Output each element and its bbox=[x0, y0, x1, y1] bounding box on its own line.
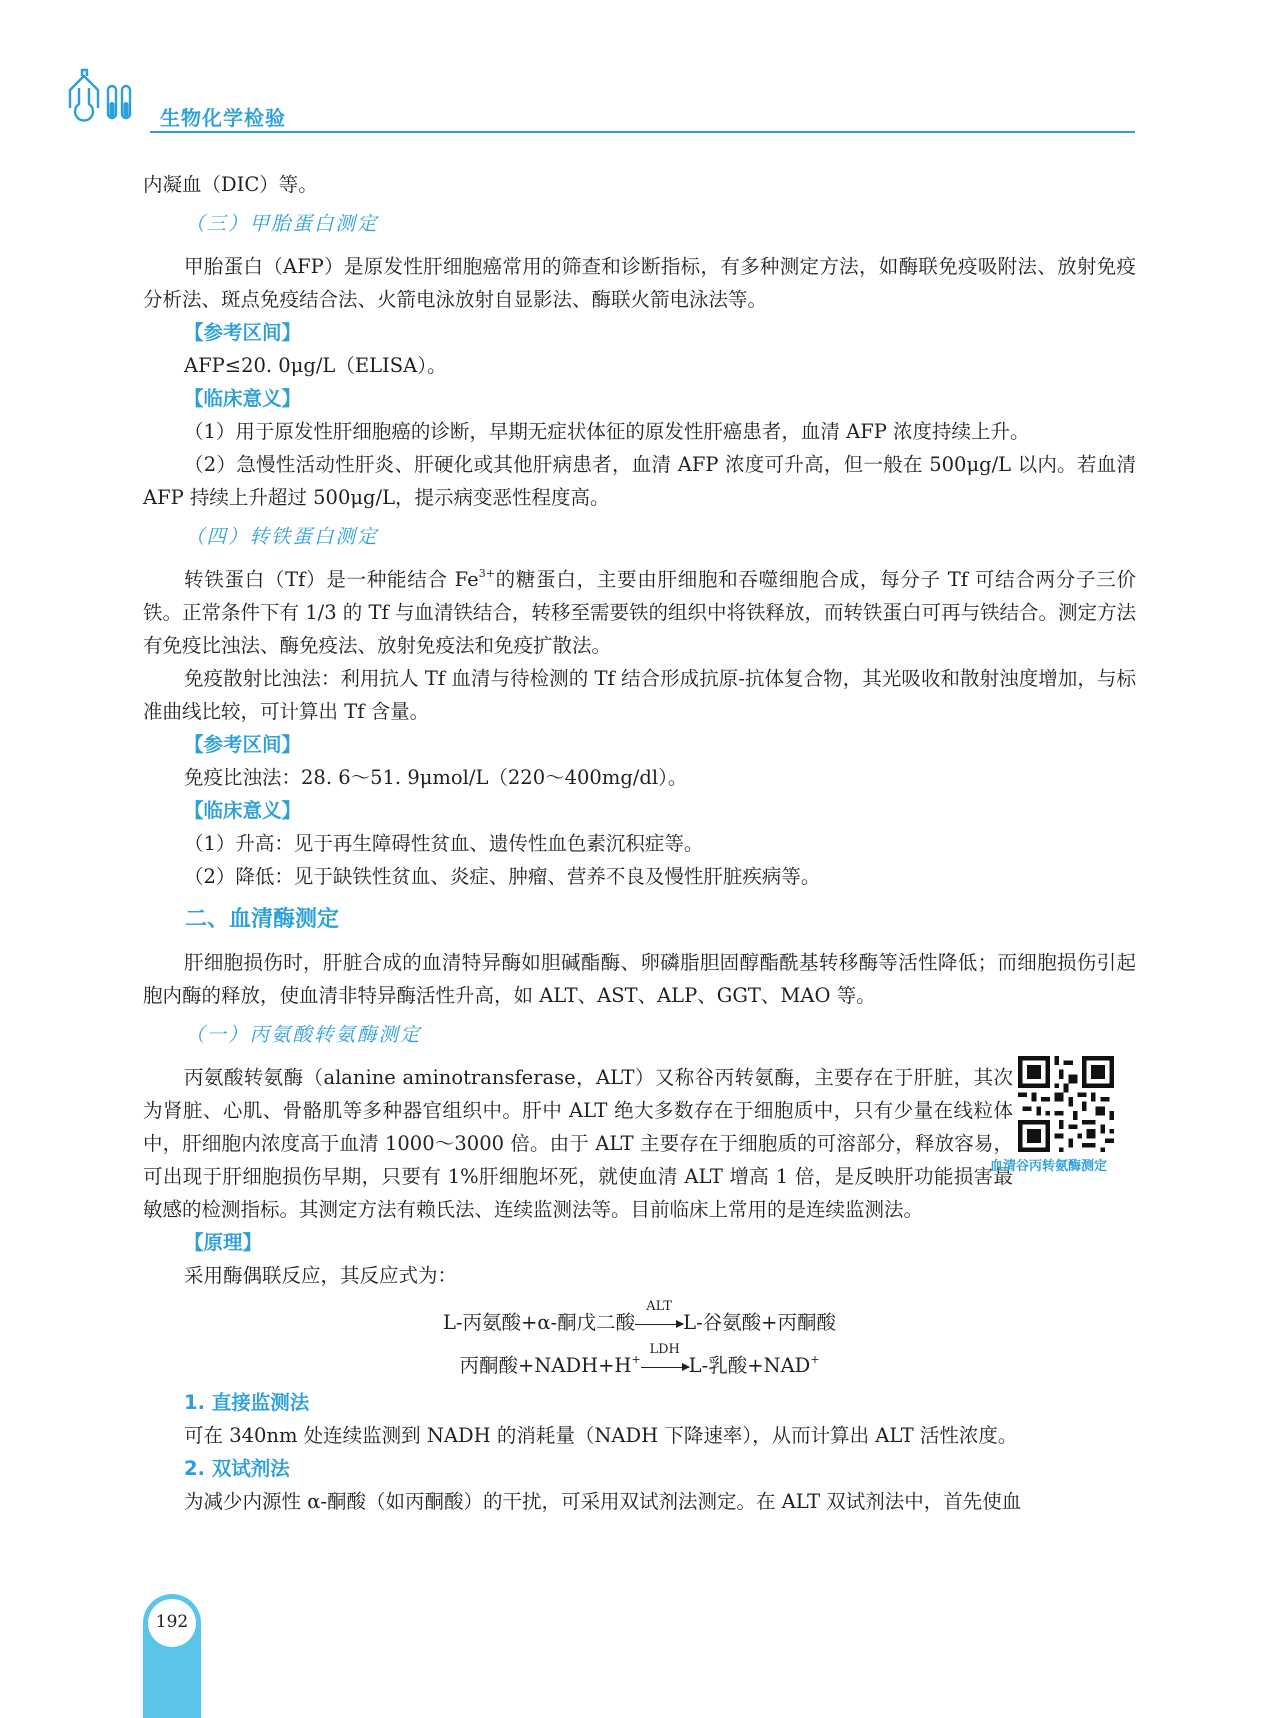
reaction-equation-2 bbox=[143, 1342, 1136, 1382]
text-run: 的糖蛋白，主要由肝细胞和吞噬细胞合成，每分子 Tf 可结合两分子三价铁。正常条件下有 1/3 的 Tf 与血清铁结合，转移至需要铁的组织中将铁释放，而转铁蛋白可再与铁结合。测定方法有免疫比浊法、酶免疫法、放射免疫法和免疫扩散法。 bbox=[143, 568, 1136, 657]
ref-range-value: AFP≤20. 0μg/L（ELISA）。 bbox=[184, 354, 447, 377]
paragraph: 丙氨酸转氨酶（alanine aminotransferase，ALT）又称谷丙转氨酶，主要存在于肝脏，其次为肾脏、心肌、骨骼肌等多种器官组织中。肝中 ALT 绝大多数存在于细胞质中，只有少量在线粒体中，肝细胞内浓度高于血清 1000～3000 倍。由于 ALT 主要存在于细胞质的可溶部分，释放容易，可出现于肝细胞损伤早期，只要有 1%肝细胞坏死，就使血清 ALT 增高 1 倍，是反映肝功能损害最敏感的检测指标。其测定方法有赖氏法、连续监测法等。目前临床上常用的是连续监测法。 bbox=[143, 1066, 1013, 1221]
paragraph: 免疫散射比浊法：利用抗人 Tf 血清与待检测的 Tf 结合形成抗原-抗体复合物，其光吸收和散射浊度增加，与标准曲线比较，可计算出 Tf 含量。 bbox=[143, 667, 1136, 723]
section-heading: 二、血清酶测定 bbox=[185, 907, 340, 932]
paragraph: 内凝血（DIC）等。 bbox=[143, 173, 318, 196]
ref-range-value: 免疫比浊法：28. 6～51. 9μmol/L（220～400mg/dl）。 bbox=[184, 766, 688, 789]
superscript: + bbox=[631, 1353, 641, 1366]
reaction-arrow bbox=[641, 1342, 689, 1368]
superscript: + bbox=[810, 1353, 820, 1366]
paragraph: 肝细胞损伤时，肝脏合成的血清特异酶如胆碱酯酶、卵磷脂胆固醇酯酰基转移酶等活性降低；而细胞损伤引起胞内酶的释放，使血清非特异酶活性升高，如 ALT、AST、ALP、GGT、MAO 等。 bbox=[143, 951, 1136, 1007]
text-run: 转铁蛋白（Tf）是一种能结合 Fe bbox=[184, 568, 479, 591]
reaction-equation-1 bbox=[143, 1299, 1136, 1339]
method-heading: 2. 双试剂法 bbox=[184, 1457, 290, 1480]
paragraph bbox=[143, 563, 1136, 662]
equation-reactants: 丙酮酸+NADH+H bbox=[459, 1354, 632, 1377]
clinical-item: （2）降低：见于缺铁性贫血、炎症、肿瘤、营养不良及慢性肝脏疾病等。 bbox=[184, 865, 821, 888]
subsection-heading-alt: （一）丙氨酸转氨酶测定 bbox=[185, 1023, 422, 1046]
principle-tag: 【原理】 bbox=[184, 1231, 263, 1254]
paragraph: 采用酶偶联反应，其反应式为： bbox=[184, 1264, 458, 1287]
paragraph: 为减少内源性 α-酮酸（如丙酮酸）的干扰，可采用双试剂法测定。在 ALT 双试剂法中，首先使血 bbox=[184, 1490, 1022, 1513]
method-heading: 1. 直接监测法 bbox=[184, 1391, 310, 1414]
paragraph: 可在 340nm 处连续监测到 NADH 的消耗量（NADH 下降速率），从而计算出 ALT 活性浓度。 bbox=[184, 1424, 1018, 1447]
equation-products: L-乳酸+NAD bbox=[688, 1354, 811, 1377]
qr-code-icon[interactable] bbox=[1018, 1056, 1114, 1152]
clinical-significance-tag: 【临床意义】 bbox=[184, 799, 302, 822]
qr-caption: 血清谷丙转氨酶测定 bbox=[990, 1159, 1108, 1174]
clinical-significance-tag: 【临床意义】 bbox=[184, 387, 302, 410]
equation-products: L-谷氨酸+丙酮酸 bbox=[683, 1311, 837, 1334]
reaction-arrow bbox=[635, 1299, 683, 1325]
subsection-heading-afp: （三）甲胎蛋白测定 bbox=[185, 212, 379, 235]
clinical-item: （1）升高：见于再生障碍性贫血、遗传性血色素沉积症等。 bbox=[184, 832, 704, 855]
header-rule bbox=[150, 131, 1135, 133]
enzyme-label: ALT bbox=[646, 1299, 672, 1314]
superscript: 3+ bbox=[478, 567, 495, 580]
header-title: 生物化学检验 bbox=[160, 106, 286, 130]
page-body bbox=[143, 168, 1136, 1518]
lab-flask-icon bbox=[68, 68, 144, 134]
enzyme-label: LDH bbox=[649, 1342, 680, 1357]
clinical-item: （1）用于原发性肝细胞癌的诊断，早期无症状体征的原发性肝癌患者，血清 AFP 浓度持续上升。 bbox=[184, 420, 1030, 443]
subsection-heading-tf: （四）转铁蛋白测定 bbox=[185, 525, 379, 548]
ref-range-tag: 【参考区间】 bbox=[184, 733, 302, 756]
page-number: 192 bbox=[155, 1612, 189, 1632]
ref-range-tag: 【参考区间】 bbox=[184, 321, 302, 344]
paragraph: 甲胎蛋白（AFP）是原发性肝细胞癌常用的筛查和诊断指标，有多种测定方法，如酶联免疫吸附法、放射免疫分析法、斑点免疫结合法、火箭电泳放射自显影法、酶联火箭电泳法等。 bbox=[143, 255, 1136, 311]
equation-reactants: L-丙氨酸+α-酮戊二酸 bbox=[442, 1311, 636, 1334]
clinical-item: （2）急慢性活动性肝炎、肝硬化或其他肝病患者，血清 AFP 浓度可升高，但一般在 500μg/L 以内。若血清 AFP 持续上升超过 500μg/L，提示病变恶性程度高。 bbox=[143, 453, 1136, 509]
